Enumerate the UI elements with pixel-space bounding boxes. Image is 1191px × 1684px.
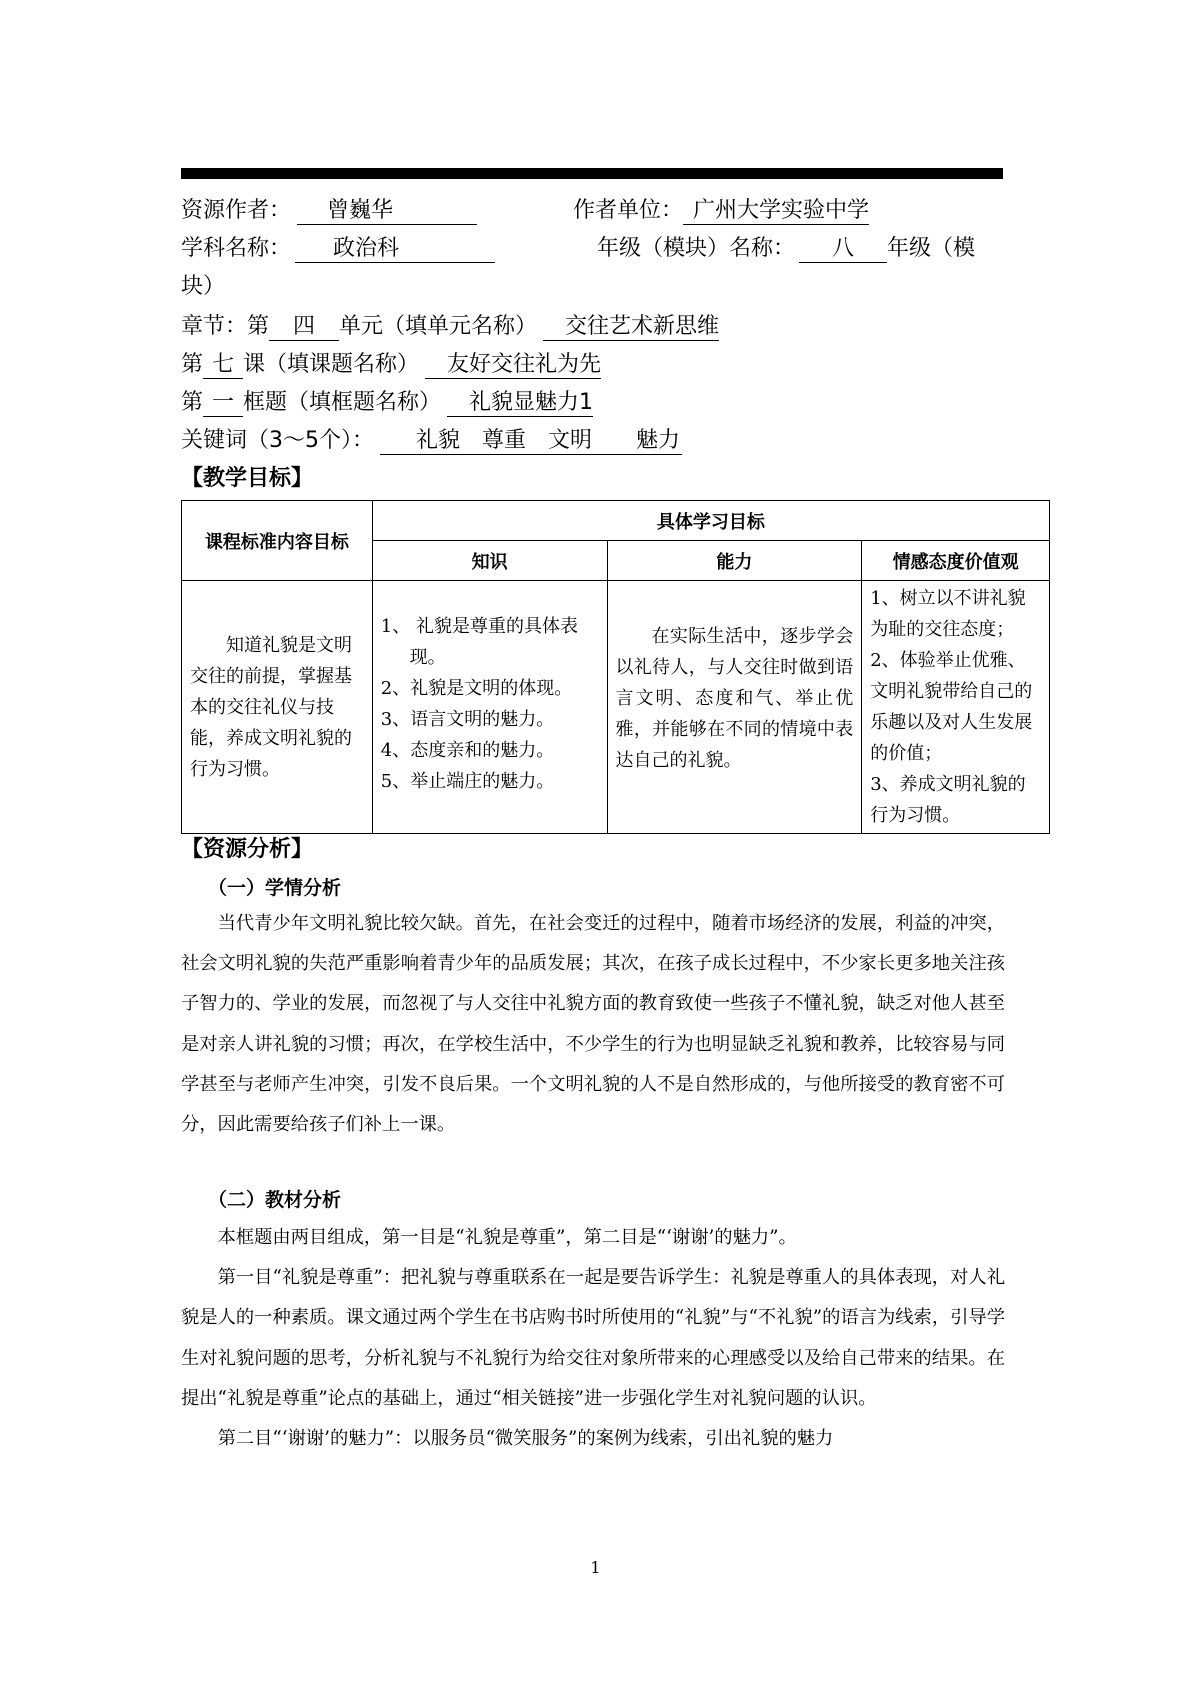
material-analysis-body — [181, 1218, 1005, 1459]
teaching-goals-title: 【教学目标】 — [181, 466, 314, 491]
emotion-item: 2、体验举止优雅、文明礼貌带给自己的乐趣以及对人生发展的价值； — [870, 650, 1033, 764]
knowledge-item: 2、礼貌是文明的体现。 — [380, 678, 573, 699]
standard-cell — [182, 581, 373, 834]
ability-text: 在实际生活中，逐步学会以礼待人，与人交往时做到语言文明、态度和气、举止优雅，并能够在不同的情境中表达自己的礼貌。 — [615, 625, 854, 771]
learner-analysis-title: （一）学情分析 — [208, 877, 342, 899]
col-specific-header: 具体学习目标 — [372, 501, 1049, 541]
grade-line — [597, 234, 975, 264]
learner-analysis-body — [181, 904, 1005, 1145]
keywords-value: 礼貌 尊重 文明 魅力 — [380, 428, 682, 455]
knowledge-item: 3、语言文明的魅力。 — [380, 709, 555, 730]
emotion-item: 1、树立以不讲礼貌为耻的交往态度； — [870, 588, 1026, 640]
chapter-name: 交往艺术新思维 — [543, 314, 719, 341]
keywords-label: 关键词（3～5个）： — [181, 428, 374, 453]
knowledge-item: 5、举止端庄的魅力。 — [380, 771, 555, 792]
material-analysis-title: （二）教材分析 — [208, 1189, 342, 1211]
knowledge-item: 1、 礼貌是尊重的具体表现。 — [380, 616, 578, 668]
keywords-line — [181, 426, 682, 456]
col-emotion-header: 情感态度价值观 — [862, 541, 1050, 581]
grade-label: 年级（模块）名称： — [597, 236, 796, 261]
author-value: 曾巍华 — [297, 198, 477, 225]
chapter-number: 四 — [269, 314, 339, 341]
lesson-mid: 课（填课题名称） — [243, 352, 420, 377]
chapter-prefix: 章节：第 — [181, 314, 270, 339]
subject-label: 学科名称： — [181, 236, 292, 261]
learner-analysis-text: 当代青少年文明礼貌比较欠缺。首先，在社会变迁的过程中，随着市场经济的发展，利益的冲突，社会文明礼貌的失范严重影响着青少年的品质发展；其次，在孩子成长过程中，不少家长更多地关注孩子智力的、学业的发展，而忽视了与人交往中礼貌方面的教育致使一些孩子不懂礼貌，缺乏对他人甚至是对亲人讲礼貌的习惯；再次，在学校生活中，不少学生的行为也明显缺乏礼貌和教养，比较容易与同学甚至与老师产生冲突，引发不良后果。一个文明礼貌的人不是自然形成的，与他所接受的教育密不可分，因此需要给孩子们补上一课。 — [181, 913, 1005, 1136]
material-paragraph: 本框题由两目组成，第一目是“礼貌是尊重”，第二目是“‘谢谢’的魅力”。 — [217, 1227, 797, 1248]
frame-mid: 框题（填框题名称） — [243, 390, 442, 415]
frame-prefix: 第 — [181, 390, 204, 415]
col-standard-header: 课程标准内容目标 — [182, 501, 373, 581]
grade-suffix-2: 块） — [181, 274, 226, 299]
chapter-line — [181, 312, 719, 342]
knowledge-cell — [372, 581, 607, 834]
unit-label: 作者单位： — [573, 198, 684, 223]
ability-cell — [607, 581, 862, 834]
col-knowledge-header: 知识 — [372, 541, 607, 581]
lesson-name: 友好交往礼为先 — [425, 352, 601, 379]
frame-name: 礼貌显魅力1 — [447, 390, 593, 417]
teaching-goals-table — [181, 500, 1050, 834]
unit-value: 广州大学实验中学 — [683, 198, 869, 225]
grade-value: 八 — [799, 236, 887, 263]
top-rule — [181, 168, 1003, 179]
chapter-mid: 单元（填单元名称） — [339, 314, 538, 339]
standard-text: 知道礼貌是文明交往的前提，掌握基本的交往礼仪与技能，养成文明礼貌的行为习惯。 — [190, 634, 352, 780]
lesson-number: 七 — [203, 352, 243, 379]
material-paragraph: 第一目“礼貌是尊重”：把礼貌与尊重联系在一起是要告诉学生：礼貌是尊重人的具体表现，对人礼貌是人的一种素质。课文通过两个学生在书店购书时所使用的“礼貌”与“不礼貌”的语言为线索，引导学生对礼貌问题的思考，分析礼貌与不礼貌行为给交往对象所带来的心理感受以及给自己带来的结果。在提出“礼貌是尊重”论点的基础上，通过“相关链接”进一步强化学生对礼貌问题的认识。 — [181, 1267, 1005, 1409]
col-ability-header: 能力 — [607, 541, 862, 581]
emotion-item: 3、养成文明礼貌的行为习惯。 — [870, 774, 1026, 826]
unit-line — [573, 196, 869, 226]
resource-analysis-title: 【资源分析】 — [181, 837, 314, 862]
lesson-prefix: 第 — [181, 352, 204, 377]
frame-number: 一 — [203, 390, 243, 417]
frame-line — [181, 388, 593, 418]
lesson-line — [181, 350, 601, 380]
author-line — [181, 196, 477, 226]
subject-line — [181, 234, 495, 264]
author-label: 资源作者： — [181, 198, 292, 223]
grade-suffix-line — [181, 272, 225, 302]
knowledge-item: 4、态度亲和的魅力。 — [380, 740, 555, 761]
grade-suffix: 年级（模 — [887, 236, 976, 261]
material-paragraph: 第二目“‘谢谢’的魅力”：以服务员“微笑服务”的案例为线索，引出礼貌的魅力 — [217, 1428, 834, 1450]
page-number: 1 — [590, 1558, 601, 1577]
emotion-cell — [862, 581, 1050, 834]
subject-value: 政治科 — [295, 236, 495, 263]
